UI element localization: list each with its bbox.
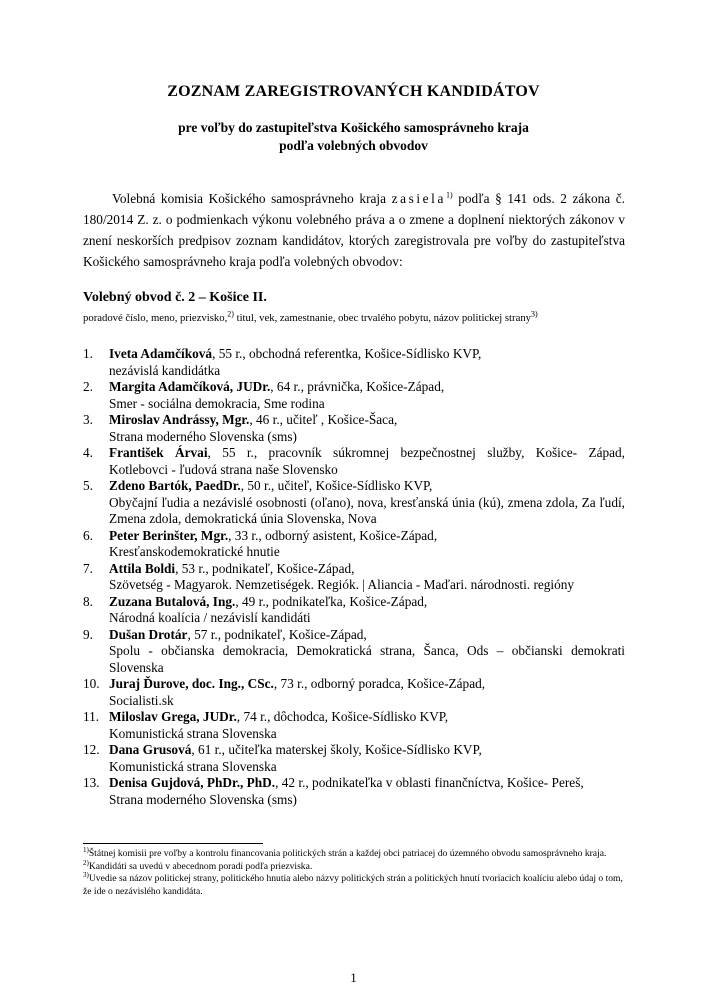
- candidate-details: , 73 r., odborný poradca, Košice-Západ,: [273, 676, 486, 691]
- candidate-name: Attila Boldi: [109, 560, 176, 576]
- candidate-item: [83, 775, 625, 808]
- candidate-line: [109, 594, 625, 611]
- footnotes: [83, 845, 625, 898]
- footnote-marker: 3): [83, 870, 89, 879]
- candidate-item: [83, 528, 625, 561]
- candidate-number: 13.: [83, 775, 100, 790]
- district-heading: Volebný obvod č. 2 – Košice II.: [83, 290, 267, 305]
- candidate-number: 6.: [83, 527, 93, 543]
- candidate-name: Dušan Drotár: [109, 626, 188, 642]
- candidate-party: Strana moderného Slovenska (sms): [109, 791, 297, 807]
- document-title: ZOZNAM ZAREGISTROVANÝCH KANDIDÁTOV: [167, 83, 540, 100]
- candidate-line: [109, 346, 625, 363]
- document-subtitle-line2: podľa volebných obvodov: [279, 138, 428, 153]
- footnote-separator: [83, 843, 263, 844]
- candidate-item: [83, 594, 625, 627]
- candidate-details: , 53 r., podnikateľ, Košice-Západ,: [175, 560, 355, 576]
- candidate-name: Miloslav Grega, JUDr.: [109, 709, 237, 724]
- candidate-name: Peter Berinšter, Mgr.: [109, 527, 229, 543]
- footnote-marker: 1): [83, 845, 89, 854]
- candidate-details: , 50 r., učiteľ, Košice-Sídlisko KVP,: [240, 478, 433, 493]
- candidate-party: Strana moderného Slovenska (sms): [109, 428, 297, 444]
- intro-text-before: Volebná komisia Košického samosprávneho kraja: [112, 191, 392, 206]
- candidate-details: , 42 r., podnikateľka v oblasti finančníctva, Košice- Pereš,: [275, 775, 584, 790]
- footnote-text: Kandidáti sa uvedú v abecednom poradí podľa priezviska.: [88, 860, 313, 872]
- candidate-details: , 57 r., podnikateľ, Košice-Západ,: [187, 626, 367, 642]
- candidate-number: 3.: [83, 412, 93, 427]
- candidate-details: , 49 r., podnikateľka, Košice-Západ,: [235, 593, 428, 609]
- candidate-line: [109, 478, 625, 495]
- footnote-text: Uvedie sa názov politickej strany, politického hnutia alebo názvy politických strán a politických hnutí tvoriacich koalíciu alebo údaj o tom, že ide o nezávislého kandidáta.: [83, 873, 623, 897]
- candidate-party: Smer - sociálna demokracia, Sme rodina: [109, 395, 325, 411]
- candidate-party: nezávislá kandidátka: [109, 362, 221, 378]
- footnote-text: Štátnej komisii pre voľby a kontrolu financovania politických strán a každej obci patriacej do územného obvodu samosprávneho kraja.: [88, 848, 607, 859]
- column-legend: [83, 309, 538, 324]
- candidate-number: 5.: [83, 478, 93, 493]
- document-subtitle-line1: pre voľby do zastupiteľstva Košického samosprávneho kraja: [178, 120, 529, 135]
- candidate-details: , 61 r., učiteľka materskej školy, Košice-Sídlisko KVP,: [191, 742, 482, 757]
- candidate-line: [109, 412, 625, 429]
- candidate-name: Miroslav Andrássy, Mgr.: [109, 412, 250, 427]
- intro-spaced-word: zasiela: [391, 191, 446, 206]
- candidate-line: [109, 676, 625, 693]
- candidate-number: 10.: [83, 676, 100, 691]
- candidate-number: 11.: [83, 709, 100, 724]
- candidate-details: , 55 r., obchodná referentka, Košice-Sídlisko KVP,: [212, 346, 482, 361]
- candidate-name: Zdeno Bartók, PaedDr.: [109, 478, 241, 493]
- footnote-item: [83, 858, 625, 874]
- intro-text-after: podľa § 141 ods. 2 zákona č. 180/2014 Z. z. o podmienkach výkonu volebného práva a o zmene a doplnení niektorých zákonov v znení neskorších predpisov zoznam kandidátov, ktorých zaregistrovala pre voľby do zastupiteľstva Košického samosprávneho kraja podľa volebných obvodov:: [83, 191, 625, 269]
- intro-footnote-ref: 1): [445, 190, 453, 200]
- candidate-line: [109, 709, 625, 726]
- candidate-item: [83, 445, 625, 478]
- candidate-item: [83, 742, 625, 775]
- candidate-name: František Árvai: [109, 445, 208, 460]
- candidate-line: [109, 561, 625, 578]
- candidate-details: , 74 r., dôchodca, Košice-Sídlisko KVP,: [236, 709, 449, 724]
- candidate-number: 7.: [83, 560, 93, 576]
- candidate-list: [83, 346, 625, 808]
- candidate-number: 12.: [83, 742, 100, 757]
- candidate-party: Szövetség - Magyarok. Nemzetiségek. Regiók. | Aliancia - Maďari. národnosti. regióny: [109, 577, 575, 592]
- candidate-number: 2.: [83, 379, 93, 394]
- candidate-details: , 64 r., právnička, Košice-Západ,: [270, 379, 445, 394]
- intro-paragraph: [83, 188, 625, 272]
- candidate-party: Spolu - občianska demokracia, Demokratická strana, Šanca, Ods – občianski demokrati Slovenska: [109, 643, 625, 675]
- candidate-name: Juraj Ďurove, doc. Ing., CSc.: [109, 676, 274, 691]
- column-legend-sup2: 3): [531, 309, 538, 319]
- candidate-party: Národná koalícia / nezávislí kandidáti: [109, 610, 311, 625]
- candidate-line: [109, 627, 625, 644]
- candidate-name: Dana Grusová: [109, 742, 192, 757]
- candidate-line: [109, 379, 625, 396]
- candidate-party: Obyčajní ľudia a nezávislé osobnosti (oľano), nova, kresťanská únia (kú), zmena zdola, Za ľudí, Zmena zdola, demokratická únia Slovenska, Nova: [109, 494, 625, 526]
- candidate-item: [83, 412, 625, 445]
- candidate-line: [109, 528, 625, 545]
- candidate-party: Socialisti.sk: [109, 692, 174, 708]
- column-legend-part2: titul, vek, zamestnanie, obec trvalého pobytu, názov politickej strany: [233, 312, 532, 324]
- candidate-item: [83, 561, 625, 594]
- candidate-name: Iveta Adamčíková: [109, 346, 213, 361]
- candidate-item: [83, 478, 625, 528]
- candidate-item: [83, 346, 625, 379]
- candidate-line: [109, 742, 625, 759]
- candidate-number: 8.: [83, 593, 93, 609]
- candidate-line: [109, 775, 625, 792]
- footnote-item: [83, 845, 625, 861]
- candidate-item: [83, 676, 625, 709]
- candidate-name: Margita Adamčíková, JUDr.: [109, 379, 271, 394]
- column-legend-part1: poradové číslo, meno, priezvisko,: [83, 312, 228, 324]
- page-number: 1: [350, 970, 357, 985]
- column-legend-sup1: 2): [227, 309, 234, 319]
- candidate-name: Zuzana Butalová, Ing.: [109, 593, 236, 609]
- candidate-item: [83, 379, 625, 412]
- candidate-party: Komunistická strana Slovenska: [109, 725, 277, 741]
- candidate-name: Denisa Gujdová, PhDr., PhD.: [109, 775, 276, 790]
- candidate-party: Kotlebovci - ľudová strana naše Slovensko: [109, 461, 338, 477]
- candidate-item: [83, 709, 625, 742]
- candidate-number: 9.: [83, 626, 93, 642]
- candidate-number: 4.: [83, 445, 93, 460]
- candidate-details: , 33 r., odborný asistent, Košice-Západ,: [228, 527, 438, 543]
- footnote-marker: 2): [83, 858, 89, 867]
- candidate-item: [83, 627, 625, 677]
- candidate-party: Komunistická strana Slovenska: [109, 758, 277, 774]
- candidate-line: [109, 445, 625, 462]
- candidate-details: , 55 r., pracovník súkromnej bezpečnostnej služby, Košice- Západ,: [207, 445, 626, 460]
- footnote-item: [83, 870, 625, 898]
- candidate-details: , 46 r., učiteľ , Košice-Šaca,: [249, 412, 398, 427]
- candidate-party: Kresťanskodemokratické hnutie: [109, 544, 280, 559]
- candidate-number: 1.: [83, 346, 93, 361]
